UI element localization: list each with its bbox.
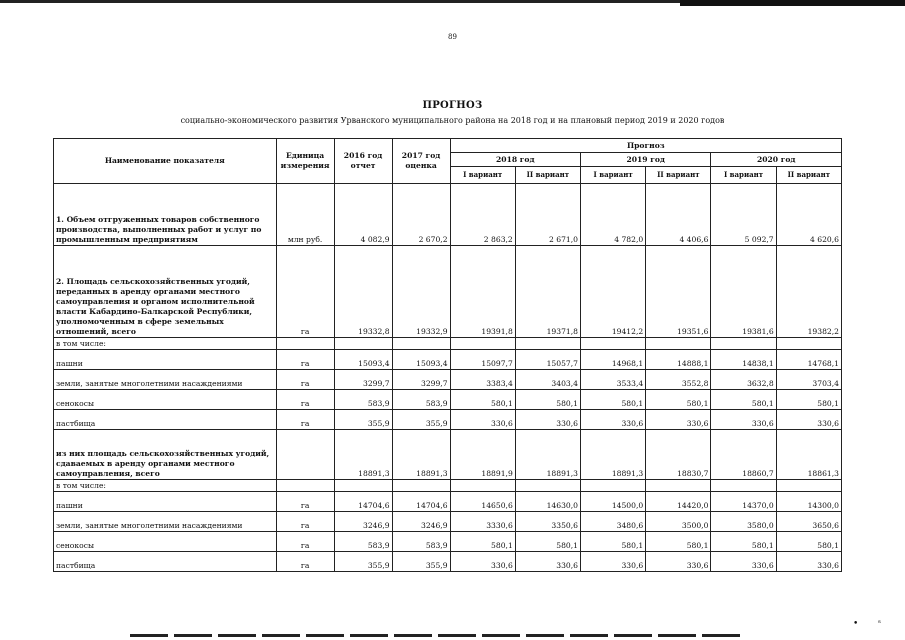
value-cell: 330,6	[776, 552, 841, 572]
value-cell: 330,6	[581, 410, 646, 430]
value-cell: 580,1	[776, 532, 841, 552]
value-cell: 2 863,2	[450, 184, 515, 246]
value-cell: 4 082,9	[334, 184, 392, 246]
value-cell: 3533,4	[581, 370, 646, 390]
table-row	[54, 350, 842, 370]
value-cell: 330,6	[711, 410, 776, 430]
value-cell: 18861,3	[776, 430, 841, 480]
header-2018: 2018 год	[450, 153, 580, 167]
table-row	[54, 370, 842, 390]
value-cell: 4 782,0	[581, 184, 646, 246]
header-variant-1: I вариант	[581, 167, 646, 184]
value-cell: 14838,1	[711, 350, 776, 370]
value-cell: 580,1	[515, 390, 580, 410]
forecast-table	[53, 138, 842, 572]
document-subtitle: социально-экономического развития Урванского муниципального района на 2018 год и на плановый период 2019 и 2020 годов	[180, 116, 725, 125]
value-cell: 15093,4	[334, 350, 392, 370]
value-cell: 580,1	[581, 532, 646, 552]
value-cell: 355,9	[392, 410, 450, 430]
subheader-cell: в том числе:	[54, 338, 277, 350]
row-unit: га	[276, 370, 334, 390]
empty-cell	[276, 338, 334, 350]
value-cell: 18860,7	[711, 430, 776, 480]
subheader-row	[54, 338, 842, 350]
empty-cell	[450, 480, 515, 492]
empty-cell	[776, 480, 841, 492]
row-unit: га	[276, 532, 334, 552]
header-2019: 2019 год	[581, 153, 711, 167]
empty-cell	[646, 338, 711, 350]
table-row	[54, 492, 842, 512]
value-cell: 18891,9	[450, 430, 515, 480]
value-cell: 14968,1	[581, 350, 646, 370]
table-body	[54, 184, 842, 572]
value-cell: 580,1	[581, 390, 646, 410]
empty-cell	[776, 338, 841, 350]
header-2016: 2016 год отчет	[334, 139, 392, 184]
value-cell: 583,9	[392, 390, 450, 410]
header-name: Наименование показателя	[54, 139, 277, 184]
value-cell: 355,9	[334, 552, 392, 572]
row-name: пастбища	[54, 410, 277, 430]
table-row	[54, 184, 842, 246]
value-cell: 330,6	[646, 552, 711, 572]
value-cell: 4 620,6	[776, 184, 841, 246]
value-cell: 330,6	[581, 552, 646, 572]
value-cell: 14704,6	[334, 492, 392, 512]
value-cell: 3246,9	[392, 512, 450, 532]
table-row	[54, 532, 842, 552]
empty-cell	[392, 480, 450, 492]
value-cell: 3650,6	[776, 512, 841, 532]
value-cell: 14420,0	[646, 492, 711, 512]
value-cell: 19382,2	[776, 246, 841, 338]
header-variant-1: I вариант	[711, 167, 776, 184]
value-cell: 3330,6	[450, 512, 515, 532]
value-cell: 2 671,0	[515, 184, 580, 246]
value-cell: 3403,4	[515, 370, 580, 390]
value-cell: 19391,8	[450, 246, 515, 338]
empty-cell	[581, 480, 646, 492]
table-row	[54, 410, 842, 430]
header-variant-1: I вариант	[450, 167, 515, 184]
value-cell: 14300,0	[776, 492, 841, 512]
row-name: земли, занятые многолетними насаждениями	[54, 370, 277, 390]
subheader-cell: в том числе:	[54, 480, 277, 492]
value-cell: 580,1	[711, 532, 776, 552]
value-cell: 2 670,2	[392, 184, 450, 246]
scan-mark: ˢ	[878, 619, 882, 629]
value-cell: 3703,4	[776, 370, 841, 390]
value-cell: 330,6	[711, 552, 776, 572]
value-cell: 14370,0	[711, 492, 776, 512]
empty-cell	[711, 480, 776, 492]
value-cell: 330,6	[450, 552, 515, 572]
empty-cell	[334, 338, 392, 350]
subheader-row	[54, 480, 842, 492]
empty-cell	[392, 338, 450, 350]
value-cell: 4 406,6	[646, 184, 711, 246]
scan-bottom-edge	[130, 634, 740, 637]
row-unit	[276, 430, 334, 480]
value-cell: 14650,6	[450, 492, 515, 512]
table-row	[54, 390, 842, 410]
value-cell: 330,6	[450, 410, 515, 430]
value-cell: 19332,8	[334, 246, 392, 338]
value-cell: 355,9	[392, 552, 450, 572]
row-unit: млн руб.	[276, 184, 334, 246]
value-cell: 580,1	[646, 390, 711, 410]
row-unit: га	[276, 246, 334, 338]
value-cell: 355,9	[334, 410, 392, 430]
row-name: пашни	[54, 492, 277, 512]
row-name: сенокосы	[54, 390, 277, 410]
empty-cell	[515, 338, 580, 350]
value-cell: 18891,3	[334, 430, 392, 480]
value-cell: 330,6	[515, 552, 580, 572]
document-title: ПРОГНОЗ	[422, 100, 483, 111]
value-cell: 3552,8	[646, 370, 711, 390]
value-cell: 580,1	[646, 532, 711, 552]
row-unit: га	[276, 492, 334, 512]
empty-cell	[646, 480, 711, 492]
value-cell: 330,6	[646, 410, 711, 430]
value-cell: 15093,4	[392, 350, 450, 370]
empty-cell	[334, 480, 392, 492]
header-variant-2: II вариант	[646, 167, 711, 184]
value-cell: 3383,4	[450, 370, 515, 390]
row-unit: га	[276, 410, 334, 430]
header-forecast: Прогноз	[450, 139, 841, 153]
header-variant-2: II вариант	[515, 167, 580, 184]
header-2017: 2017 год оценка	[392, 139, 450, 184]
value-cell: 14768,1	[776, 350, 841, 370]
value-cell: 18891,3	[515, 430, 580, 480]
row-name: пастбища	[54, 552, 277, 572]
value-cell: 19412,2	[581, 246, 646, 338]
value-cell: 3350,6	[515, 512, 580, 532]
row-unit: га	[276, 552, 334, 572]
row-name: 1. Объем отгруженных товаров собственного производства, выполненных работ и услуг по промышленным предприятиям	[54, 184, 277, 246]
value-cell: 19332,9	[392, 246, 450, 338]
value-cell: 18830,7	[646, 430, 711, 480]
empty-cell	[450, 338, 515, 350]
value-cell: 15097,7	[450, 350, 515, 370]
table-row	[54, 246, 842, 338]
empty-cell	[581, 338, 646, 350]
value-cell: 580,1	[776, 390, 841, 410]
row-name: из них площадь сельскохозяйственных угодий, сдаваемых в аренду органами местного самоуправления, всего	[54, 430, 277, 480]
value-cell: 3580,0	[711, 512, 776, 532]
row-name: 2. Площадь сельскохозяйственных угодий, переданных в аренду органами местного самоуправления и органом исполнительной власти Кабардино-Балкарской Республики, уполномоченным в сфере земельных отношений, всего	[54, 246, 277, 338]
value-cell: 14630,0	[515, 492, 580, 512]
row-unit: га	[276, 512, 334, 532]
value-cell: 18891,3	[581, 430, 646, 480]
row-name: пашни	[54, 350, 277, 370]
value-cell: 583,9	[392, 532, 450, 552]
value-cell: 14888,1	[646, 350, 711, 370]
value-cell: 18891,3	[392, 430, 450, 480]
empty-cell	[515, 480, 580, 492]
value-cell: 14500,0	[581, 492, 646, 512]
value-cell: 14704,6	[392, 492, 450, 512]
value-cell: 3299,7	[334, 370, 392, 390]
value-cell: 580,1	[450, 532, 515, 552]
value-cell: 3246,9	[334, 512, 392, 532]
value-cell: 3480,6	[581, 512, 646, 532]
page-number: 89	[448, 33, 457, 41]
value-cell: 19381,6	[711, 246, 776, 338]
value-cell: 583,9	[334, 532, 392, 552]
table-row	[54, 512, 842, 532]
table-row	[54, 552, 842, 572]
row-unit: га	[276, 390, 334, 410]
value-cell: 3500,0	[646, 512, 711, 532]
table-row	[54, 430, 842, 480]
value-cell: 580,1	[450, 390, 515, 410]
header-2020: 2020 год	[711, 153, 842, 167]
value-cell: 3299,7	[392, 370, 450, 390]
scan-top-edge-dark	[680, 0, 905, 6]
scan-mark: •	[853, 619, 859, 629]
value-cell: 5 092,7	[711, 184, 776, 246]
value-cell: 583,9	[334, 390, 392, 410]
empty-cell	[711, 338, 776, 350]
value-cell: 330,6	[515, 410, 580, 430]
value-cell: 15057,7	[515, 350, 580, 370]
value-cell: 19371,8	[515, 246, 580, 338]
value-cell: 3632,8	[711, 370, 776, 390]
header-unit: Единица измерения	[276, 139, 334, 184]
empty-cell	[276, 480, 334, 492]
value-cell: 580,1	[711, 390, 776, 410]
header-variant-2: II вариант	[776, 167, 841, 184]
value-cell: 580,1	[515, 532, 580, 552]
row-unit: га	[276, 350, 334, 370]
row-name: земли, занятые многолетними насаждениями	[54, 512, 277, 532]
value-cell: 19351,6	[646, 246, 711, 338]
row-name: сенокосы	[54, 532, 277, 552]
value-cell: 330,6	[776, 410, 841, 430]
